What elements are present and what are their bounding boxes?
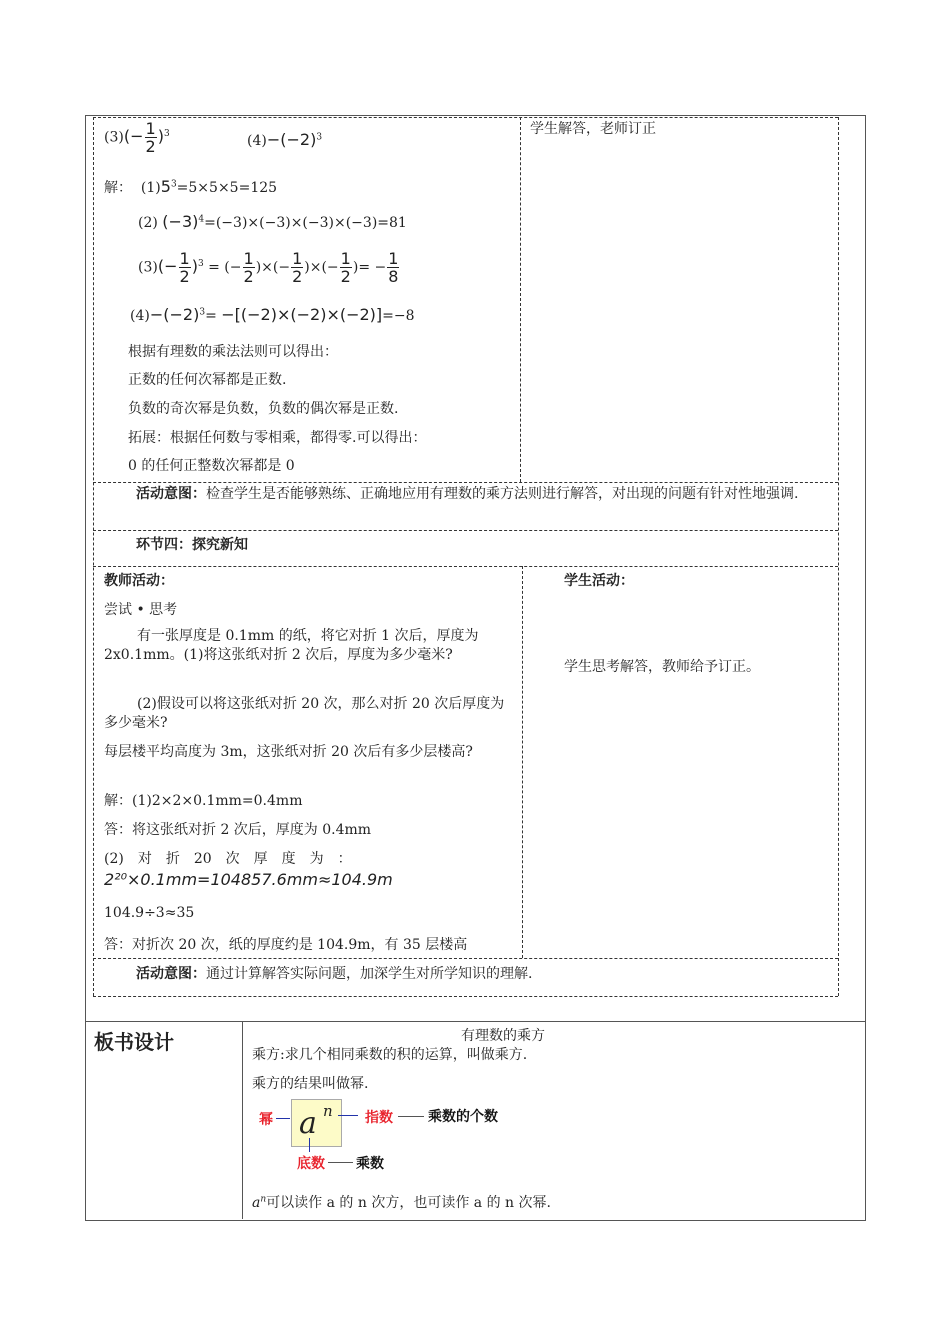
divider — [520, 117, 521, 482]
student-activity-text: 学生思考解答，教师给予订正。 — [564, 659, 760, 675]
rule-line: 负数的奇次幂是负数，负数的偶次幂是正数. — [128, 401, 399, 417]
teacher-line: 104.9÷3≈35 — [104, 905, 195, 921]
activity-intent: 活动意图：通过计算解答实际问题，加深学生对所学知识的理解. — [136, 966, 533, 982]
divider — [242, 1021, 243, 1219]
teacher-line: 答：对折次 20 次，纸的厚度约是 104.9m，有 35 层楼高 — [104, 937, 468, 953]
section-heading: 环节四：探究新知 — [136, 537, 248, 553]
solution-3: (3)(− $\frac{1}{2}$ )$^3$ = (− $\frac{1}{2}$ )×(− $\frac{1}{2}$ )×(− $\frac{1}{2}$ )= − $\frac{1}{8}$ — [138, 249, 399, 286]
solution-4: $(4)-(-2)^3= -[(-2)\times(-2)\times(-2)]=-8$ — [130, 305, 415, 324]
divider — [93, 958, 838, 959]
solution-2: (2) $(-3)^4=(-3)\times(-3)\times(-3)\times(-3)=81$ — [138, 212, 407, 231]
teacher-line: 尝试 • 思考 — [104, 602, 178, 618]
teacher-line: (2) 对 折 20 次 厚 度 为 ： — [104, 851, 352, 867]
power-label: 幂 — [259, 1112, 273, 1128]
exponent-description: 乘数的个数 — [428, 1109, 498, 1125]
board-line: 乘方的结果叫做幂. — [252, 1076, 369, 1092]
divider — [85, 1021, 865, 1022]
teacher-line: 有一张厚度是 0.1mm 的纸，将它对折 1 次后，厚度为 2x0.1mm。(1)将这张纸对折 2 次后，厚度为多少毫米? — [104, 628, 479, 663]
divider — [93, 566, 838, 567]
base-label: 底数 — [297, 1156, 325, 1172]
board-title: 有理数的乘方 — [461, 1028, 545, 1044]
student-activity-label: 学生活动： — [564, 573, 634, 589]
arrow-left-icon — [338, 1115, 358, 1116]
connector-line — [328, 1162, 353, 1163]
arrow-up-icon — [309, 1138, 310, 1152]
divider — [93, 996, 838, 997]
divider — [838, 117, 839, 996]
board-design-label: 板书设计 — [94, 1030, 174, 1054]
rule-line: 拓展：根据任何数与零相乘，都得零.可以得出： — [128, 430, 427, 446]
teacher-activity-label: 教师活动： — [104, 573, 174, 589]
arrow-right-icon — [276, 1118, 290, 1119]
divider — [93, 117, 838, 118]
teacher-line: 每层楼平均高度为 3m，这张纸对折 20 次后有多少层楼高? — [104, 744, 473, 760]
base-description: 乘数 — [356, 1156, 384, 1172]
exponent-label: 指数 — [365, 1110, 393, 1126]
board-line: $a^n$可以读作 a 的 n 次方，也可读作 a 的 n 次幂. — [252, 1194, 551, 1211]
activity-intent: 活动意图：检查学生是否能够熟练、正确地应用有理数的乘方法则进行解答，对出现的问题有针对性地强调. — [136, 486, 799, 502]
divider — [93, 117, 94, 996]
divider — [93, 530, 838, 531]
teacher-line: 解：(1)2×2×0.1mm=0.4mm — [104, 793, 303, 809]
power-notation-box — [291, 1099, 342, 1147]
divider — [522, 566, 523, 958]
problem-4: $(4)-(-2)^3$ — [247, 130, 323, 149]
base-a: a — [299, 1106, 317, 1141]
rule-line: 正数的任何次幂都是正数. — [128, 372, 287, 388]
rule-line: 根据有理数的乘法法则可以得出： — [128, 344, 338, 360]
board-line: 乘方:求几个相同乘数的积的运算，叫做乘方. — [252, 1047, 528, 1063]
exponent-n: n — [323, 1102, 333, 1120]
student-activity-text: 学生解答，老师订正 — [530, 121, 656, 137]
problem-3: (3)(− $\frac{1}{2}$ )$^3$ — [104, 119, 170, 156]
teacher-line: 答：将这张纸对折 2 次后，厚度为 0.4mm — [104, 822, 372, 838]
divider — [93, 482, 838, 483]
connector-line — [398, 1116, 424, 1117]
solution-1: 解： $(1)5^3=5\times 5\times 5=125$ — [104, 177, 278, 196]
teacher-line: 2²⁰×0.1mm=104857.6mm≈104.9m — [104, 870, 393, 889]
rule-line: 0 的任何正整数次幂都是 0 — [128, 458, 295, 474]
teacher-line: (2)假设可以将这张纸对折 20 次，那么对折 20 次后厚度为多少毫米? — [104, 696, 505, 731]
